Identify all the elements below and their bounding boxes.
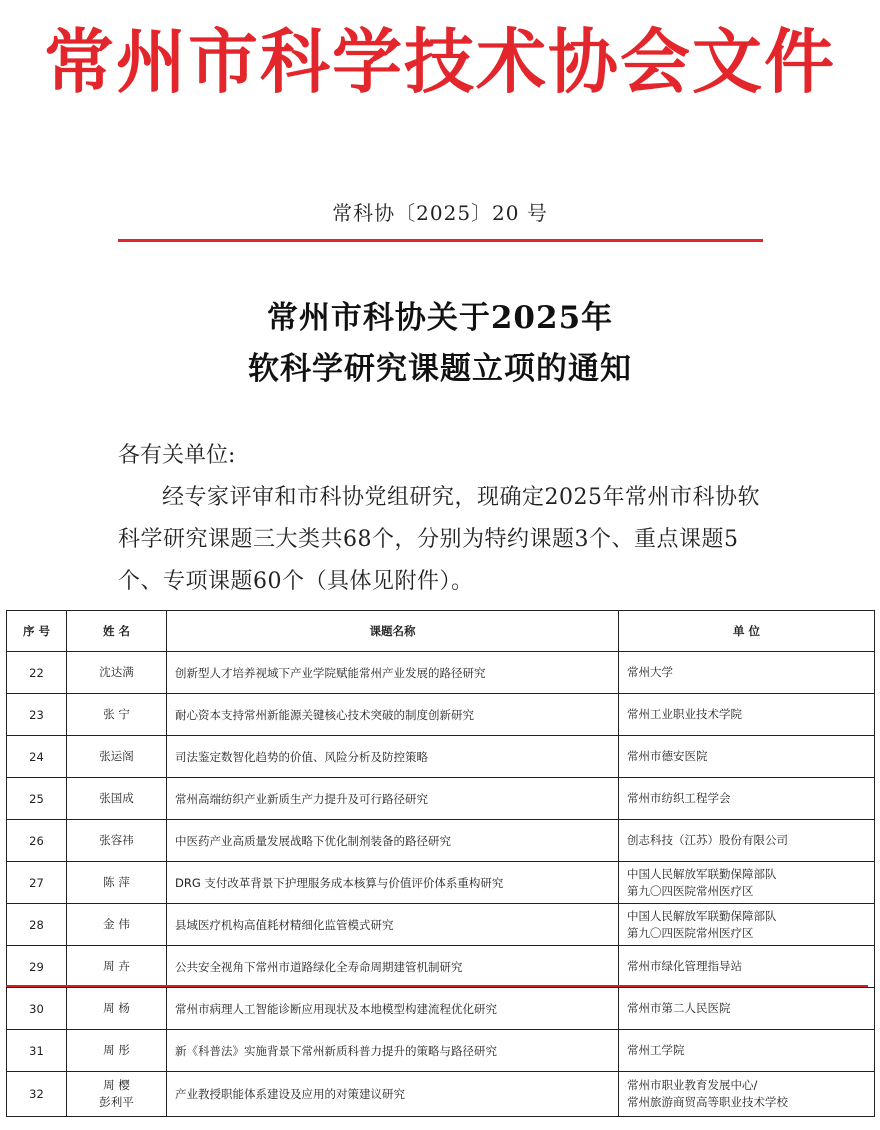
row-unit: 常州市绿化管理指导站 bbox=[619, 946, 875, 988]
row-unit: 常州工学院 bbox=[619, 1030, 875, 1072]
document-number: 常科协〔2025〕20 号 bbox=[332, 201, 548, 225]
header-no: 序 号 bbox=[7, 611, 67, 652]
row-no: 29 bbox=[7, 946, 67, 988]
row-no: 22 bbox=[7, 652, 67, 694]
row-title: 公共安全视角下常州市道路绿化全寿命周期建管机制研究 bbox=[167, 946, 619, 988]
row-title: 创新型人才培养视域下产业学院赋能常州产业发展的路径研究 bbox=[167, 652, 619, 694]
table-row bbox=[7, 652, 875, 694]
row-name: 周 杨 bbox=[67, 988, 167, 1030]
row-name-line-1: 周 樱 bbox=[103, 1078, 130, 1092]
row-no: 23 bbox=[7, 694, 67, 736]
salutation: 各有关单位: bbox=[118, 443, 236, 468]
header-unit: 单 位 bbox=[619, 611, 875, 652]
row-title: 中医药产业高质量发展战略下优化制剂装备的路径研究 bbox=[167, 820, 619, 862]
row-unit: 常州工业职业技术学院 bbox=[619, 694, 875, 736]
row-title: DRG 支付改革背景下护理服务成本核算与价值评价体系重构研究 bbox=[167, 862, 619, 904]
row-name: 金 伟 bbox=[67, 904, 167, 946]
row-unit bbox=[619, 862, 875, 904]
row-unit bbox=[619, 1072, 875, 1117]
row-unit-line-1: 中国人民解放军联勤保障部队 bbox=[627, 866, 777, 881]
table-row bbox=[7, 988, 875, 1030]
row-name: 张国成 bbox=[67, 778, 167, 820]
row-unit bbox=[619, 904, 875, 946]
row-unit-line-2: 常州旅游商贸高等职业技术学校 bbox=[627, 1095, 788, 1109]
table-header-row bbox=[7, 611, 875, 652]
row-name: 张运阁 bbox=[67, 736, 167, 778]
row-name: 周 彤 bbox=[67, 1030, 167, 1072]
row-name: 张容祎 bbox=[67, 820, 167, 862]
table-row bbox=[7, 1072, 875, 1117]
body-paragraph: 经专家评审和市科协党组研究，现确定2025年常州市科协软科学研究课题三大类共68个，分别为特约课题3个、重点课题5个、专项课题60个（具体见附件）。 bbox=[118, 485, 760, 594]
row-no: 28 bbox=[7, 904, 67, 946]
header-name: 姓 名 bbox=[67, 611, 167, 652]
row-unit-line-2: 第九〇四医院常州医疗区 bbox=[627, 883, 754, 898]
row-name: 周 卉 bbox=[67, 946, 167, 988]
red-highlight-underline bbox=[6, 985, 868, 987]
table-row bbox=[7, 778, 875, 820]
row-no: 27 bbox=[7, 862, 67, 904]
row-name-line-2: 彭利平 bbox=[99, 1095, 134, 1109]
table-row bbox=[7, 904, 875, 946]
row-title: 县域医疗机构高值耗材精细化监管模式研究 bbox=[167, 904, 619, 946]
row-title: 常州高端纺织产业新质生产力提升及可行路径研究 bbox=[167, 778, 619, 820]
row-title: 耐心资本支持常州新能源关键核心技术突破的制度创新研究 bbox=[167, 694, 619, 736]
row-unit-line-1: 常州市职业教育发展中心/ bbox=[627, 1078, 758, 1092]
table-row bbox=[7, 862, 875, 904]
row-no: 24 bbox=[7, 736, 67, 778]
row-no: 26 bbox=[7, 820, 67, 862]
notice-title-line-1: 常州市科协关于2025年 bbox=[266, 300, 614, 336]
row-no: 30 bbox=[7, 988, 67, 1030]
table-row bbox=[7, 1030, 875, 1072]
document-header-title: 常州市科学技术协会文件 bbox=[44, 20, 836, 103]
table-row bbox=[7, 946, 875, 988]
row-name bbox=[67, 1072, 167, 1117]
notice-title-line-2: 软科学研究课题立项的通知 bbox=[248, 351, 632, 387]
table-row bbox=[7, 736, 875, 778]
row-unit-line-2: 第九〇四医院常州医疗区 bbox=[627, 925, 754, 940]
table-row bbox=[7, 694, 875, 736]
row-unit: 常州市第二人民医院 bbox=[619, 988, 875, 1030]
row-no: 25 bbox=[7, 778, 67, 820]
row-title: 产业教授职能体系建设及应用的对策建议研究 bbox=[167, 1072, 619, 1117]
row-title: 常州市病理人工智能诊断应用现状及本地模型构建流程优化研究 bbox=[167, 988, 619, 1030]
row-no: 31 bbox=[7, 1030, 67, 1072]
table-row bbox=[7, 820, 875, 862]
row-unit-line-1: 中国人民解放军联勤保障部队 bbox=[627, 908, 777, 923]
row-no: 32 bbox=[7, 1072, 67, 1117]
row-unit: 常州大学 bbox=[619, 652, 875, 694]
row-name: 沈达满 bbox=[67, 652, 167, 694]
row-unit: 常州市德安医院 bbox=[619, 736, 875, 778]
row-unit: 常州市纺织工程学会 bbox=[619, 778, 875, 820]
row-name: 陈 萍 bbox=[67, 862, 167, 904]
row-name: 张 宁 bbox=[67, 694, 167, 736]
header-title: 课题名称 bbox=[167, 611, 619, 652]
project-table bbox=[6, 610, 875, 1117]
row-title: 司法鉴定数智化趋势的价值、风险分析及防控策略 bbox=[167, 736, 619, 778]
red-divider bbox=[118, 239, 763, 242]
row-title: 新《科普法》实施背景下常州新质科普力提升的策略与路径研究 bbox=[167, 1030, 619, 1072]
row-unit: 创志科技（江苏）股份有限公司 bbox=[619, 820, 875, 862]
